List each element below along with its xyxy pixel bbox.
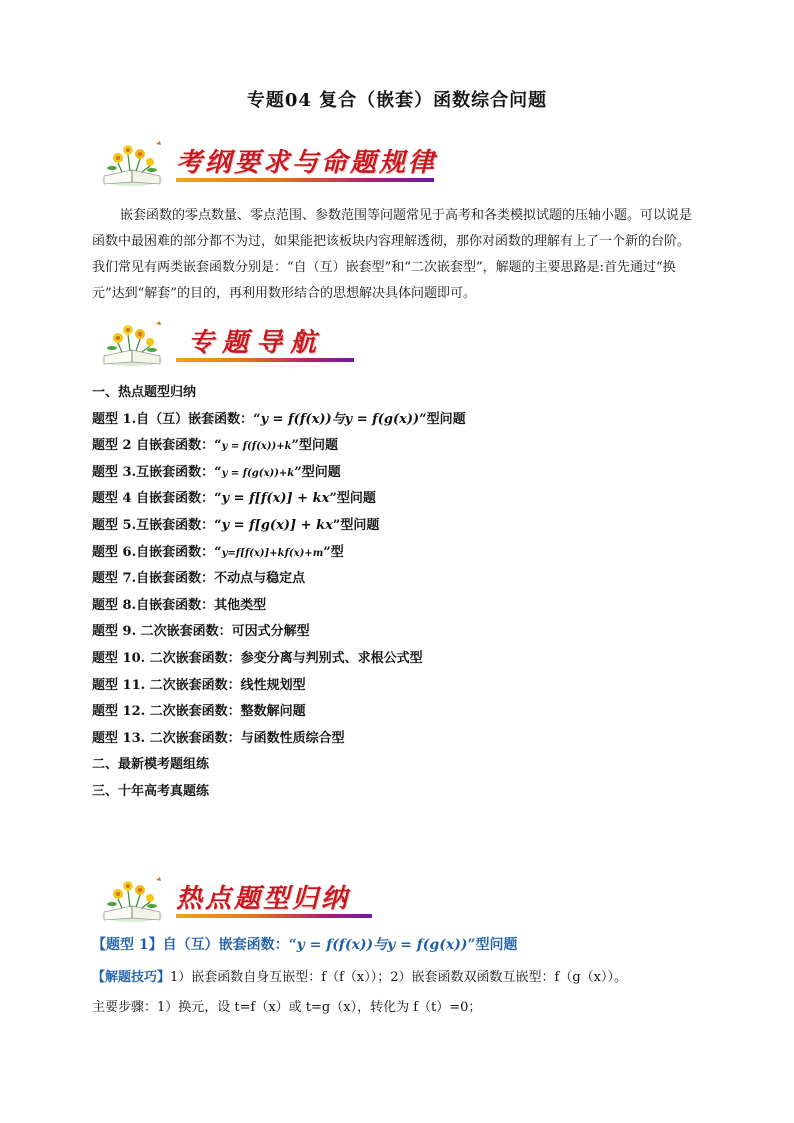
nav-item-number: 题型 7. <box>92 571 137 587</box>
nav-item-number: 题型 11. <box>92 677 150 693</box>
nav-item-label: 自嵌套函数：不动点与稳定点 <box>136 571 306 587</box>
section-heading: 一、热点题型归纳 <box>92 385 197 400</box>
banner-redian <box>96 872 386 924</box>
nav-item-label: 自（互）嵌套函数：“ <box>136 411 261 427</box>
banner-title: 专题导航 <box>188 328 325 358</box>
nav-item-label: 互嵌套函数：“ <box>136 464 222 480</box>
tip-key: 【解题技巧】 <box>92 970 171 985</box>
nav-item-number: 题型 1. <box>92 411 137 427</box>
nav-item-4 <box>92 486 466 513</box>
banner-title: 考纲要求与命题规律 <box>176 148 438 178</box>
solution-tip <box>92 966 627 985</box>
banner-underline <box>176 914 372 918</box>
nav-item-13 <box>92 726 466 753</box>
nav-item-number: 题型 3. <box>92 464 137 480</box>
nav-item-12 <box>92 699 466 726</box>
topic-1-heading <box>92 934 518 954</box>
banner-underline <box>176 358 354 362</box>
nav-item-label: 互嵌套函数：“ <box>136 517 222 533</box>
tip-text: 1）嵌套函数自身互嵌型：f（f（x））；2）嵌套函数双函数互嵌型：f（g（x））。 <box>170 970 627 985</box>
nav-item-formula: y = f(f(x))+k <box>221 441 292 453</box>
banner-kaogang <box>96 136 446 188</box>
nav-item-suffix: ”型问题 <box>419 411 466 427</box>
nav-item-label: 自嵌套函数：“ <box>136 438 222 454</box>
nav-item-number: 题型 2 <box>92 438 137 454</box>
nav-item-label: 二次嵌套函数：线性规划型 <box>149 677 306 693</box>
nav-item-suffix: ”型问题 <box>332 517 380 533</box>
nav-item-label: 自嵌套函数：“ <box>136 544 222 560</box>
open-book-flowers-icon <box>96 136 176 188</box>
nav-item-suffix: ”型问题 <box>291 438 339 454</box>
nav-item-8 <box>92 593 466 620</box>
intro-paragraph: 嵌套函数的零点数量、零点范围、参数范围等问题常见于高考和各类模拟试题的压轴小题。可以说是函数中最困难的部分都不为过，如果能把该板块内容理解透彻，那你对函数的理解有上了一个新的台阶。我们常见有两类嵌套函数分别是：“自（互）嵌套型”和“二次嵌套型”，解题的主要思路是:首先通过“换元”达到“解套”的目的，再利用数形结合的思想解决具体问题即可。 <box>92 208 693 301</box>
banner-title: 热点题型归纳 <box>176 884 351 914</box>
nav-item-suffix: ”型问题 <box>329 491 376 507</box>
section-heading: 三、十年高考真题练 <box>92 783 210 799</box>
nav-item-2 <box>92 433 466 460</box>
nav-item-number: 题型 6. <box>92 544 137 560</box>
open-book-flowers-icon <box>96 316 176 368</box>
nav-item-formula: y=f[f(x)]+kf(x)+m <box>221 547 324 559</box>
nav-item-number: 题型 13. <box>92 730 150 746</box>
nav-item-5 <box>92 513 466 540</box>
topic-formula: y = f(f(x))与y = f(g(x)) <box>296 937 468 953</box>
nav-item-formula: y = f[g(x)] + kx <box>221 517 333 533</box>
nav-item-number: 题型 10. <box>92 650 150 666</box>
section-heading: 二、最新模考题组练 <box>92 757 210 773</box>
nav-item-label: 自嵌套函数：其他类型 <box>136 597 267 613</box>
nav-item-number: 题型 5. <box>92 517 137 533</box>
nav-item-number: 题型 4 <box>92 491 137 507</box>
nav-item-formula: y = f[f(x)] + kx <box>221 491 330 507</box>
nav-item-number: 题型 12. <box>92 704 150 720</box>
nav-item-3 <box>92 460 466 487</box>
topic-suffix: ”型问题 <box>467 937 518 953</box>
banner-daohang <box>96 316 366 368</box>
nav-item-formula: y = f(f(x))与y = f(g(x)) <box>260 411 420 427</box>
nav-item-number: 题型 9. <box>92 624 141 640</box>
nav-item-suffix: ”型 <box>323 544 344 560</box>
banner-underline <box>176 178 434 182</box>
nav-item-1 <box>92 407 466 434</box>
nav-item-label: 二次嵌套函数：可因式分解型 <box>140 624 310 640</box>
nav-item-label: 二次嵌套函数：参变分离与判别式、求根公式型 <box>149 650 423 666</box>
nav-item-number: 题型 8. <box>92 597 137 613</box>
topic-navigation <box>92 380 466 806</box>
nav-item-10 <box>92 646 466 673</box>
nav-item-9 <box>92 619 466 646</box>
open-book-flowers-icon <box>96 872 176 924</box>
nav-item-6 <box>92 540 466 567</box>
nav-item-label: 二次嵌套函数：整数解问题 <box>149 704 306 720</box>
page-title: 专题04 复合（嵌套）函数综合问题 <box>246 90 548 111</box>
main-steps: 主要步骤：1）换元，设 t=f（x）或 t=g（x），转化为 f（t）=0； <box>92 1000 482 1015</box>
nav-item-7 <box>92 566 466 593</box>
nav-item-label: 二次嵌套函数：与函数性质综合型 <box>149 730 345 746</box>
nav-item-11 <box>92 673 466 700</box>
nav-item-formula: y = f(g(x))+k <box>221 467 295 479</box>
nav-item-suffix: ”型问题 <box>294 464 341 480</box>
nav-item-label: 自嵌套函数：“ <box>136 491 222 507</box>
topic-label: 【题型 1】自（互）嵌套函数：“ <box>92 937 297 953</box>
